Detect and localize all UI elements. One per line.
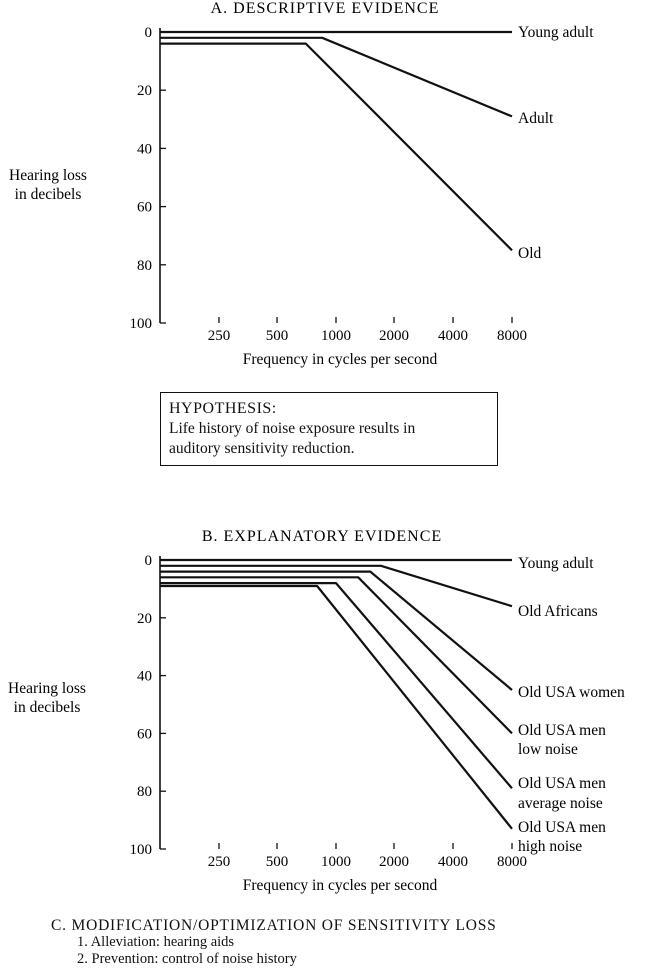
panel-b-series-label: Old USA women	[518, 684, 625, 701]
panel-a-x-tick-label: 1000	[321, 328, 351, 344]
panel-a-series-line	[160, 44, 512, 251]
panel-a-y-tick-label: 100	[129, 316, 152, 332]
panel-b-x-tick-label: 500	[265, 854, 289, 870]
panel-a-y-tick-label: 60	[137, 199, 152, 216]
panel-a-y-tick-label: 40	[137, 141, 152, 158]
section-c	[51, 917, 497, 968]
panel-b-y-tick-label: 0	[144, 553, 152, 569]
panel-b-series-line	[160, 586, 512, 829]
panel-b-y-axis-label-line-1: Hearing loss	[8, 680, 86, 697]
panel-b-series-label: average noise	[518, 795, 603, 812]
panel-a-series-label: Old	[518, 245, 542, 262]
panel-b-x-axis-label: Frequency in cycles per second	[242, 877, 438, 894]
hypothesis-title: HYPOTHESIS:	[169, 400, 277, 417]
panel-a-series-label: Young adult	[518, 24, 594, 41]
panel-b-series-label: Old Africans	[518, 603, 598, 620]
section-c-item-2: 2. Prevention: control of noise history	[77, 951, 297, 967]
hypothesis-box	[160, 392, 498, 466]
panel-b-series-label: Young adult	[518, 555, 594, 572]
panel-b-series-label: Old USA men	[518, 819, 606, 836]
panel-b-y-tick-label: 20	[137, 610, 152, 627]
hypothesis-line-1: Life history of noise exposure results in	[169, 420, 416, 437]
panel-b-series-label: Old USA men	[518, 722, 606, 739]
section-c-item-1: 1. Alleviation: hearing aids	[77, 934, 235, 950]
panel-b-series-label: low noise	[518, 741, 578, 758]
panel-a-x-tick-label: 8000	[497, 328, 527, 344]
panel-a-series-line	[160, 38, 512, 117]
panel-a-x-tick-label: 250	[207, 328, 231, 344]
panel-a-title: A. DESCRIPTIVE EVIDENCE	[210, 0, 440, 17]
panel-a-y-tick-label: 20	[137, 83, 152, 100]
panel-a-y-axis-label-line-2: in decibels	[14, 186, 82, 203]
section-c-title: C. MODIFICATION/OPTIMIZATION OF SENSITIVITY LOSS	[51, 917, 497, 934]
panel-b-x-tick-label: 250	[207, 854, 231, 870]
hypothesis-line-2: auditory sensitivity reduction.	[169, 440, 355, 457]
panel-b-x-tick-label: 8000	[497, 854, 527, 870]
panel-a-x-tick-label: 2000	[379, 328, 409, 344]
panel-b-y-tick-label: 100	[129, 842, 152, 858]
panel-b-y-axis-label-line-2: in decibels	[13, 699, 81, 716]
panel-b-series-label: Old USA men	[518, 775, 606, 792]
panel-a-x-axis-label: Frequency in cycles per second	[242, 351, 438, 368]
panel-b-y-tick-label: 40	[137, 668, 152, 685]
panel-a-y-axis-label-line-1: Hearing loss	[9, 167, 87, 184]
panel-b-x-tick-label: 1000	[321, 854, 351, 870]
panel-a-y-tick-label: 80	[137, 257, 152, 274]
panel-a-x-tick-label: 500	[265, 328, 289, 344]
panel-b-series-label: high noise	[518, 838, 583, 855]
panel-a-y-tick-label: 0	[144, 25, 152, 41]
panel-a-x-tick-label: 4000	[438, 328, 468, 344]
panel-b-x-tick-label: 2000	[379, 854, 409, 870]
panel-b-title: B. EXPLANATORY EVIDENCE	[201, 528, 443, 545]
panel-b-series-line	[160, 577, 512, 733]
panel-b-y-tick-label: 80	[137, 784, 152, 801]
panel-b-y-tick-label: 60	[137, 726, 152, 743]
panel-b-x-tick-label: 4000	[438, 854, 468, 870]
panel-b-series-line	[160, 583, 512, 788]
panel-a-series-label: Adult	[518, 110, 554, 127]
